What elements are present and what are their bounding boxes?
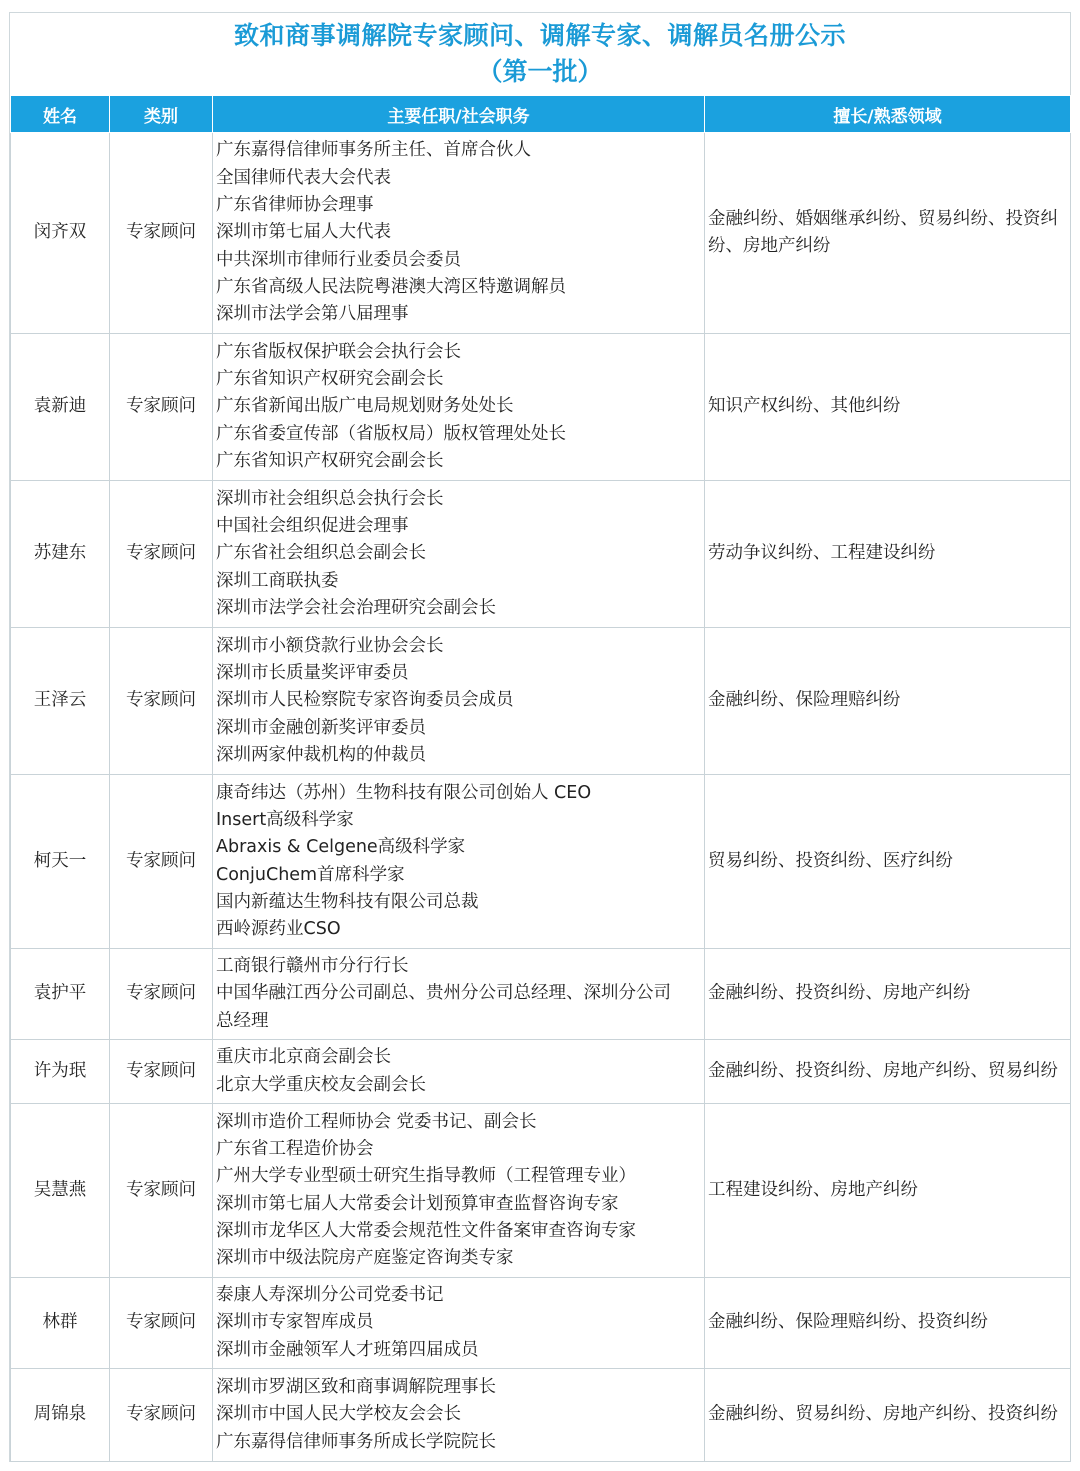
cell-roles <box>213 1278 705 1369</box>
role-line: Insert高级科学家 <box>216 809 354 830</box>
role-line: 广东省律师协会理事 <box>216 195 374 216</box>
cell-roles <box>213 334 705 481</box>
role-line: 广东嘉得信律师事务所成长学院院长 <box>216 1431 496 1452</box>
role-line: 工商银行赣州市分行行长 <box>216 956 409 977</box>
role-line: 深圳市法学会第八届理事 <box>216 304 409 325</box>
role-line: 广州大学专业型硕士研究生指导教师（工程管理专业） <box>216 1166 636 1187</box>
cell-name: 袁护平 <box>11 949 110 1040</box>
cell-roles <box>213 775 705 949</box>
cell-roles <box>213 1369 705 1462</box>
cell-type: 专家顾问 <box>110 334 213 481</box>
role-line: 广东省版权保护联会会执行会长 <box>216 341 461 362</box>
role-line: 深圳市龙华区人大常委会规范性文件备案审查咨询专家 <box>216 1220 636 1241</box>
cell-fields: 金融纠纷、贸易纠纷、房地产纠纷、投资纠纷 <box>705 1369 1071 1462</box>
role-line: 深圳市造价工程师协会 党委书记、副会长 <box>216 1111 537 1132</box>
header-name: 姓名 <box>11 96 110 133</box>
table-header-row <box>11 96 1071 133</box>
cell-name: 柯天一 <box>11 775 110 949</box>
table-row <box>11 481 1071 628</box>
cell-name: 许为珉 <box>11 1040 110 1104</box>
role-line: 广东嘉得信律师事务所主任、首席合伙人 <box>216 140 531 161</box>
role-line: 深圳市小额贷款行业协会会长 <box>216 635 444 656</box>
role-line: 西岭源药业CSO <box>216 919 341 940</box>
cell-fields: 工程建设纠纷、房地产纠纷 <box>705 1104 1071 1278</box>
role-line: 深圳工商联执委 <box>216 570 339 591</box>
role-line: 广东省工程造价协会 <box>216 1138 374 1159</box>
cell-type: 专家顾问 <box>110 949 213 1040</box>
role-line: 广东省新闻出版广电局规划财务处处长 <box>216 396 514 417</box>
header-fields: 擅长/熟悉领域 <box>705 96 1071 133</box>
table-row <box>11 1104 1071 1278</box>
table-row <box>11 1040 1071 1104</box>
role-line: 深圳市金融领军人才班第四届成员 <box>216 1339 479 1360</box>
cell-name: 吴慧燕 <box>11 1104 110 1278</box>
header-type: 类别 <box>110 96 213 133</box>
roster-table <box>10 95 1071 1462</box>
table-row <box>11 1278 1071 1369</box>
cell-fields: 金融纠纷、投资纠纷、房地产纠纷、贸易纠纷 <box>705 1040 1071 1104</box>
role-line: 深圳市第七届人大常委会计划预算审查监督咨询专家 <box>216 1193 619 1214</box>
table-body <box>11 133 1071 1462</box>
cell-roles <box>213 133 705 334</box>
cell-roles <box>213 949 705 1040</box>
cell-fields: 贸易纠纷、投资纠纷、医疗纠纷 <box>705 775 1071 949</box>
table-row <box>11 334 1071 481</box>
cell-fields: 金融纠纷、投资纠纷、房地产纠纷 <box>705 949 1071 1040</box>
role-line: 广东省知识产权研究会副会长 <box>216 369 444 390</box>
cell-type: 专家顾问 <box>110 481 213 628</box>
role-line: 深圳市中国人民大学校友会会长 <box>216 1404 461 1425</box>
cell-roles <box>213 1040 705 1104</box>
document-page <box>9 12 1071 1462</box>
role-line: 总经理 <box>216 1010 269 1031</box>
cell-type: 专家顾问 <box>110 133 213 334</box>
cell-fields: 金融纠纷、婚姻继承纠纷、贸易纠纷、投资纠纷、房地产纠纷 <box>705 133 1071 334</box>
role-line: 康奇纬达（苏州）生物科技有限公司创始人 CEO <box>216 782 592 803</box>
role-line: 深圳市长质量奖评审委员 <box>216 663 409 684</box>
role-line: 国内新蕴达生物科技有限公司总裁 <box>216 891 479 912</box>
cell-type: 专家顾问 <box>110 1369 213 1462</box>
table-row <box>11 1369 1071 1462</box>
role-line: 深圳两家仲裁机构的仲裁员 <box>216 744 426 765</box>
cell-fields: 劳动争议纠纷、工程建设纠纷 <box>705 481 1071 628</box>
role-line: 深圳市社会组织总会执行会长 <box>216 488 444 509</box>
role-line: 深圳市专家智库成员 <box>216 1312 374 1333</box>
role-line: 深圳市法学会社会治理研究会副会长 <box>216 597 496 618</box>
table-row <box>11 949 1071 1040</box>
role-line: 广东省高级人民法院粤港澳大湾区特邀调解员 <box>216 276 566 297</box>
cell-name: 闵齐双 <box>11 133 110 334</box>
role-line: 全国律师代表大会代表 <box>216 167 391 188</box>
role-line: 泰康人寿深圳分公司党委书记 <box>216 1285 444 1306</box>
cell-name: 苏建东 <box>11 481 110 628</box>
cell-fields: 金融纠纷、保险理赔纠纷、投资纠纷 <box>705 1278 1071 1369</box>
role-line: 深圳市中级法院房产庭鉴定咨询类专家 <box>216 1248 514 1269</box>
role-line: 中共深圳市律师行业委员会委员 <box>216 249 461 270</box>
cell-roles <box>213 628 705 775</box>
role-line: 中国社会组织促进会理事 <box>216 516 409 537</box>
role-line: 深圳市人民检察院专家咨询委员会成员 <box>216 690 514 711</box>
role-line: ConjuChem首席科学家 <box>216 864 405 885</box>
cell-roles <box>213 481 705 628</box>
cell-roles <box>213 1104 705 1278</box>
table-row <box>11 133 1071 334</box>
cell-type: 专家顾问 <box>110 1040 213 1104</box>
role-line: 广东省知识产权研究会副会长 <box>216 450 444 471</box>
role-line: 深圳市罗湖区致和商事调解院理事长 <box>216 1377 496 1398</box>
role-line: 深圳市金融创新奖评审委员 <box>216 717 426 738</box>
cell-type: 专家顾问 <box>110 1278 213 1369</box>
role-line: 广东省委宣传部（省版权局）版权管理处处长 <box>216 423 566 444</box>
table-row <box>11 775 1071 949</box>
title-block <box>10 13 1070 95</box>
cell-type: 专家顾问 <box>110 1104 213 1278</box>
header-roles: 主要任职/社会职务 <box>213 96 705 133</box>
table-row <box>11 628 1071 775</box>
cell-name: 林群 <box>11 1278 110 1369</box>
role-line: Abraxis & Celgene高级科学家 <box>216 837 466 858</box>
cell-name: 周锦泉 <box>11 1369 110 1462</box>
page-title: 致和商事调解院专家顾问、调解专家、调解员名册公示 <box>233 21 846 50</box>
cell-name: 王泽云 <box>11 628 110 775</box>
role-line: 中国华融江西分公司副总、贵州分公司总经理、深圳分公司 <box>216 983 671 1004</box>
role-line: 重庆市北京商会副会长 <box>216 1047 391 1068</box>
role-line: 北京大学重庆校友会副会长 <box>216 1074 426 1095</box>
page-subtitle: （第一批） <box>477 57 603 86</box>
role-line: 广东省社会组织总会副会长 <box>216 543 426 564</box>
cell-fields: 知识产权纠纷、其他纠纷 <box>705 334 1071 481</box>
cell-name: 袁新迪 <box>11 334 110 481</box>
cell-fields: 金融纠纷、保险理赔纠纷 <box>705 628 1071 775</box>
role-line: 深圳市第七届人大代表 <box>216 222 391 243</box>
cell-type: 专家顾问 <box>110 775 213 949</box>
cell-type: 专家顾问 <box>110 628 213 775</box>
